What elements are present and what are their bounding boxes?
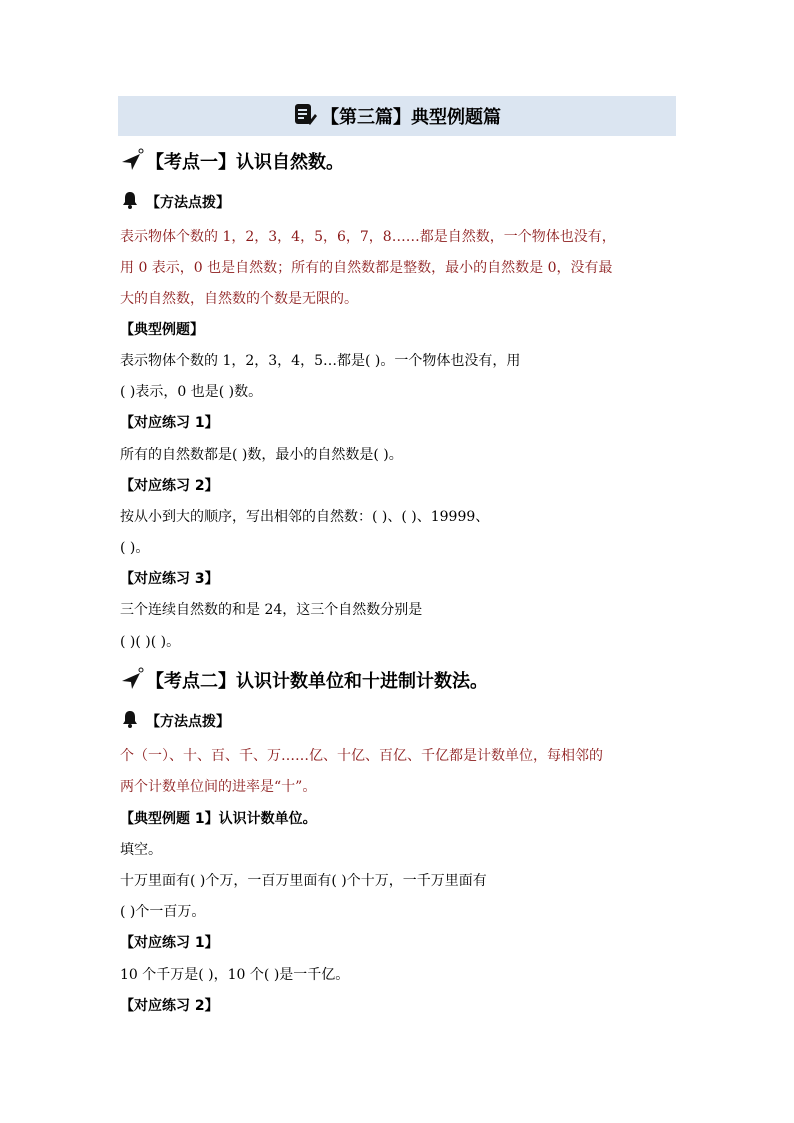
- tip-line: 用 0 表示，0 也是自然数；所有的自然数都是整数，最小的自然数是 0，没有最: [120, 260, 613, 276]
- tip-line: 大的自然数，自然数的个数是无限的。: [120, 291, 358, 307]
- section-banner: [118, 96, 676, 136]
- exercise-label: 【对应练习 3】: [120, 571, 219, 587]
- section-heading-1: [120, 148, 344, 177]
- example-line: 表示物体个数的 1，2，3，4，5…都是( )。一个物体也没有，用: [120, 353, 521, 369]
- bell-icon: [120, 709, 140, 735]
- navigation-arrow-icon: [120, 667, 144, 696]
- example-line: 十万里面有( )个万，一百万里面有( )个十万，一千万里面有: [120, 873, 487, 889]
- exercise-label: 【对应练习 2】: [120, 478, 219, 494]
- exercise-line: 三个连续自然数的和是 24，这三个自然数分别是: [120, 602, 423, 618]
- example-line: ( )表示，0 也是( )数。: [120, 384, 263, 400]
- bell-icon: [120, 190, 140, 216]
- exercise-line: 10 个千万是( )，10 个( )是一千亿。: [120, 967, 350, 983]
- exercise-label: 【对应练习 2】: [120, 998, 219, 1014]
- exercise-line: ( )( )( )。: [120, 634, 181, 650]
- tip-heading-1: [120, 190, 230, 216]
- exercise-line: ( )。: [120, 540, 150, 556]
- note-pencil-icon: [293, 102, 317, 130]
- example-label: 【典型例题 1】认识计数单位。: [120, 811, 317, 827]
- section-heading-2: [120, 667, 488, 696]
- example-line: 填空。: [120, 842, 162, 858]
- section-title-2: 【考点二】认识计数单位和十进制计数法。: [146, 670, 488, 692]
- exercise-label: 【对应练习 1】: [120, 935, 219, 951]
- tip-line: 两个计数单位间的进率是“十”。: [120, 779, 317, 795]
- exercise-label: 【对应练习 1】: [120, 415, 219, 431]
- exercise-line: 按从小到大的顺序，写出相邻的自然数：( )、( )、19999、: [120, 509, 490, 525]
- exercise-line: 所有的自然数都是( )数，最小的自然数是( )。: [120, 447, 403, 463]
- navigation-arrow-icon: [120, 148, 144, 177]
- tip-label-1: 【方法点拨】: [146, 195, 230, 211]
- section-title-1: 【考点一】认识自然数。: [146, 151, 344, 173]
- tip-line: 个（一）、十、百、千、万……亿、十亿、百亿、千亿都是计数单位，每相邻的: [120, 748, 603, 764]
- tip-label-2: 【方法点拨】: [146, 714, 230, 730]
- tip-line: 表示物体个数的 1，2，3，4，5，6，7，8……都是自然数，一个物体也没有，: [120, 229, 616, 245]
- tip-heading-2: [120, 709, 230, 735]
- example-label: 【典型例题】: [120, 322, 204, 338]
- example-line: ( )个一百万。: [120, 904, 206, 920]
- banner-title: 【第三篇】典型例题篇: [321, 107, 501, 128]
